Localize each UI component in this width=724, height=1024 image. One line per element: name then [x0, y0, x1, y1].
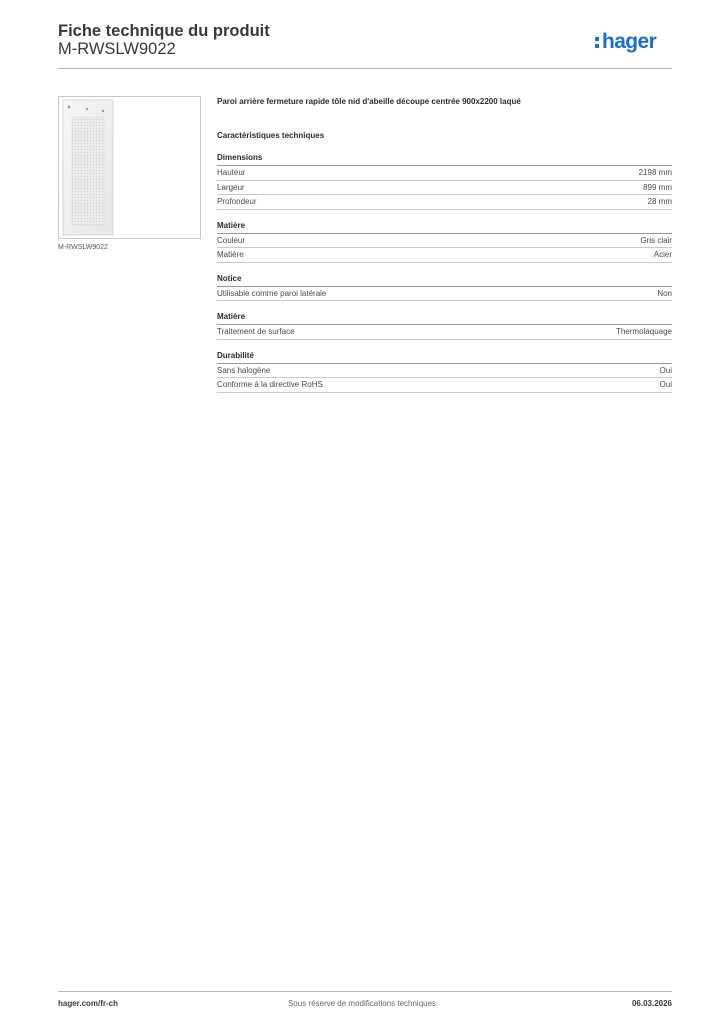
spec-group [217, 152, 672, 210]
footer-disclaimer: Sous réserve de modifications techniques [287, 999, 437, 1008]
spec-label: Profondeur [217, 197, 257, 206]
product-image [58, 96, 201, 239]
spec-label: Hauteur [217, 168, 246, 177]
spec-value: 2198 mm [638, 168, 672, 177]
footer-divider [58, 991, 672, 992]
product-reference: M-RWSLW9022 [58, 40, 176, 58]
footer-date: 06.03.2026 [631, 999, 672, 1008]
spec-label: Utilisable comme paroi latérale [217, 288, 327, 298]
spec-row [217, 166, 672, 181]
spec-group-title: Durabilité [217, 350, 672, 364]
footer-website: hager.com/fr-ch [58, 999, 119, 1008]
spec-row [217, 195, 672, 210]
spec-group [217, 350, 672, 393]
image-caption: M-RWSLW9022 [58, 244, 108, 251]
spec-group-title: Matière [217, 311, 672, 325]
spec-row [217, 325, 672, 340]
spec-label: Matière [217, 250, 244, 259]
spec-label: Largeur [217, 182, 245, 192]
spec-row [217, 378, 672, 393]
header-divider [58, 68, 672, 69]
spec-label: Conforme à la directive RoHS [217, 380, 323, 389]
spec-row [217, 287, 672, 302]
spec-value: Non [657, 288, 672, 298]
spec-group [217, 273, 672, 302]
spec-row [217, 248, 672, 263]
spec-label: Couleur [217, 235, 246, 245]
spec-value: Acier [653, 250, 672, 259]
spec-group-title: Dimensions [217, 152, 672, 166]
spec-row [217, 364, 672, 379]
spec-label: Traitement de surface [217, 327, 295, 336]
spec-group [217, 220, 672, 263]
logo-text: hager [602, 30, 657, 53]
page-title: Fiche technique du produit [58, 22, 270, 40]
spec-row [217, 181, 672, 196]
hager-logo [594, 28, 674, 58]
spec-label: Sans halogène [217, 365, 271, 375]
spec-value: 28 mm [647, 197, 672, 206]
spec-group-title: Notice [217, 273, 672, 287]
spec-value: Oui [659, 365, 672, 375]
spec-value: Thermolaquage [615, 327, 672, 336]
specs-heading: Caractéristiques techniques [217, 131, 325, 140]
spec-value: 899 mm [643, 182, 672, 192]
spec-value: Gris clair [640, 235, 672, 245]
spec-group [217, 311, 672, 340]
spec-value: Oui [659, 380, 672, 389]
spec-groups [217, 152, 672, 393]
spec-content [217, 96, 672, 393]
product-description: Paroi arrière fermeture rapide tôle nid d'abeille découpe centrée 900x2200 laqué [217, 97, 521, 106]
spec-group-title: Matière [217, 220, 672, 234]
spec-row [217, 234, 672, 249]
